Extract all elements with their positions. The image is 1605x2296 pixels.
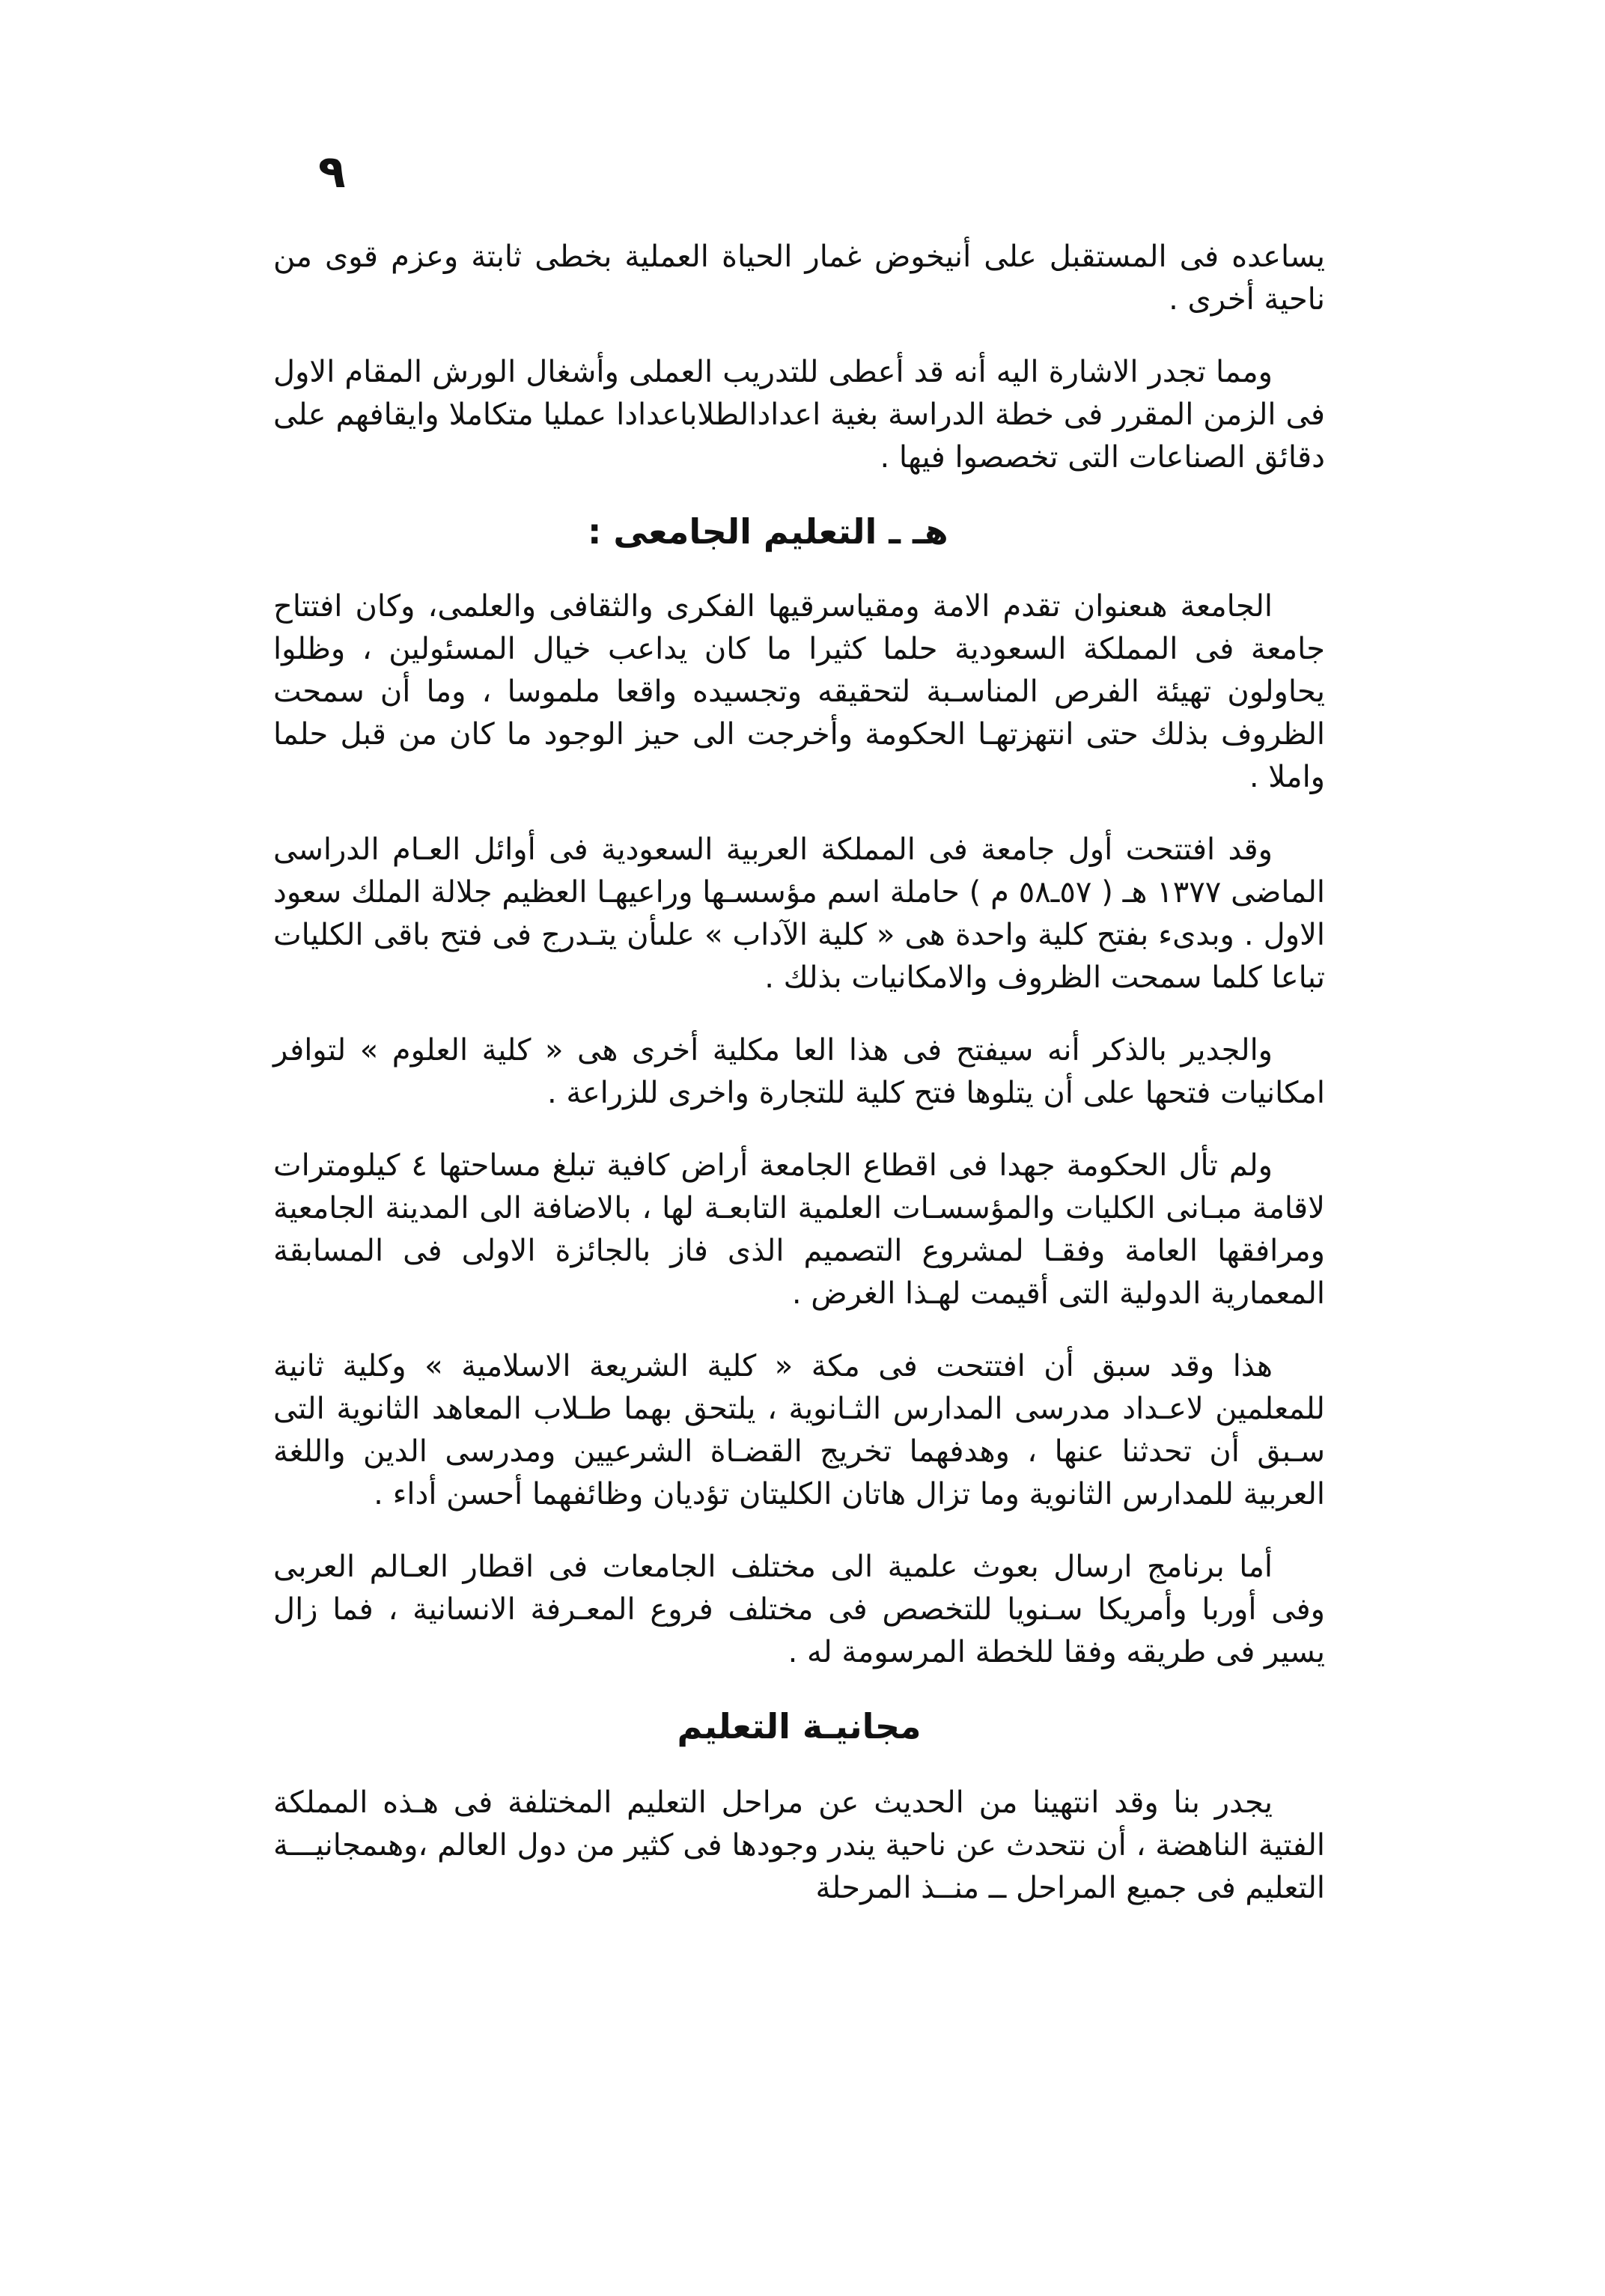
section-heading-university-education [273, 509, 1325, 554]
paragraph-8: أما برنامج ارسال بعوث علمية الى مختلف الجامعات فى اقطار العـالم العربى وفى أوربا وأمريكا سـنويا للتخصص فى مختلف فروع المعـرفة الانسانية ، فما زال يسير فى طريقه وفقا للخطة المرسومة له . [273, 1550, 1325, 1669]
paragraph-6: ولم تأل الحكومة جهدا فى اقطاع الجامعة أراض كافية تبلغ مساحتها ٤ كيلومترات لاقامة مبـانى الكليات والمؤسسـات العلمية التابعـة لها ، بالاضافة الى المدينة الجامعية ومرافقها العامة وفقـا لمشروع التصميم الذى فاز بالجائزة الاولى فى المسابقة المعمارية الدولية التى أقيمت لهـذا الغرض . [273, 1148, 1325, 1311]
paragraph-9: يجدر بنا وقد انتهينا من الحديث عن مراحل التعليم المختلفة فى هـذه المملكة الفتية الناهضة ، أن نتحدث عن ناحية يندر وجودها فى كثير من دول العالم ،وهىمجانيـــة التعليم فى جميع المراحل ــ منــذ المرحلة [273, 1785, 1325, 1905]
paragraph-7: هذا وقد سبق أن افتتحت فى مكة « كلية الشريعة الاسلامية » وكلية ثانية للمعلمين لاعـداد مدرسى المدارس الثـانوية ، يلتحق بهما طـلاب المعاهد الثانوية التى سـبق أن تحدثنا عنها ، وهدفهما تخريج القضـاة الشرعيين ومدرسى الدين واللغة العربية للمدارس الثانوية وما تزال هاتان الكليتان تؤديان وظائفهما أحسن أداء . [273, 1349, 1325, 1511]
paragraph-1: يساعده فى المستقبل على أنيخوض غمار الحياة العملية بخطى ثابتة وعزم قوى من ناحية أخرى . [273, 240, 1325, 317]
section-heading-free-education: مجانيـة التعليم [677, 1706, 922, 1747]
text-column [273, 236, 1325, 1940]
paragraph-4: وقد افتتحت أول جامعة فى المملكة العربية السعودية فى أوائل العـام الدراسى الماضى ١٣٧٧ هـ ( ٥٧ـ٥٨ م ) حاملة اسم مؤسسـها وراعيهـا العظيم جلالة الملك سعود الاول . وبدىء بفتح كلية واحدة هى « كلية الآداب » علىأن يتـدرج فى فتح باقى الكليات تباعا كلما سمحت الظروف والامكانيات بذلك . [273, 832, 1325, 995]
paragraph-5: والجدير بالذكر أنه سيفتح فى هذا العا مكلية أخرى هى « كلية العلوم » لتوافر امكانيات فتحها على أن يتلوها فتح كلية للتجارة واخرى للزراعة . [273, 1033, 1325, 1110]
paragraph-3: الجامعة هىعنوان تقدم الامة ومقياسرقيها الفكرى والثقافى والعلمى، وكان افتتاح جامعة فى المملكة السعودية حلما كثيرا ما كان يداعب خيال المسئولين ، وظلوا يحاولون تهيئة الفرص المناسـبة لتحقيقه وتجسيده واقعا ملموسا ، وما أن سمحت الظروف بذلك حتى انتهزتهـا الحكومة وأخرجت الى حيز الوجود ما كان من قبل حلما واملا . [273, 589, 1325, 794]
paragraph-2: ومما تجدر الاشارة اليه أنه قد أعطى للتدريب العملى وأشغال الورش المقام الاول فى الزمن المقرر فى خطة الدراسة بغية اعدادالطلاباعدادا عمليا متكاملا وايقافهم على دقائق الصناعات التى تخصصوا فيها . [273, 355, 1325, 475]
page-number: ٩ [318, 146, 346, 198]
section-heading-text: هـ ـ التعليم الجامعى : [588, 511, 948, 552]
